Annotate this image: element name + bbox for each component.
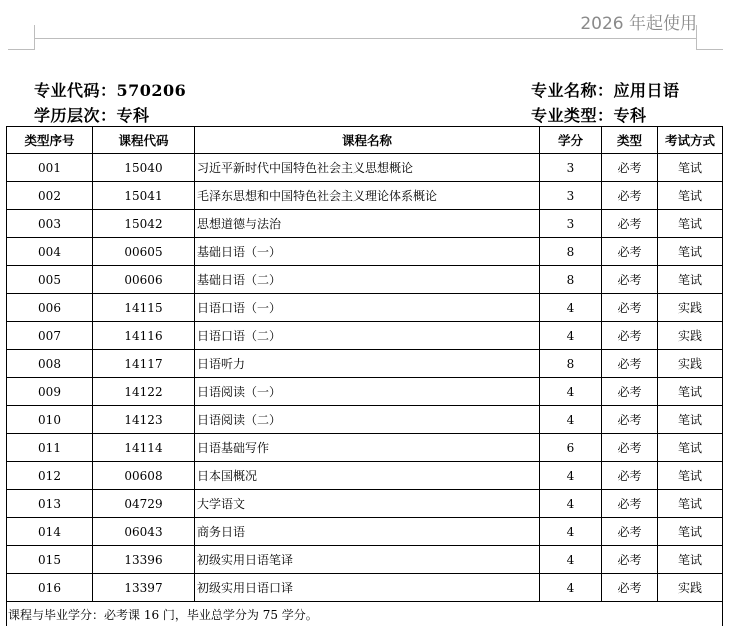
course-code-cell: 13396 (93, 546, 195, 574)
type-seq-cell: 006 (7, 294, 93, 322)
type-seq-cell: 011 (7, 434, 93, 462)
course-code-cell: 14116 (93, 322, 195, 350)
credit-cell: 8 (540, 266, 602, 294)
course-name-cell: 大学语文 (195, 490, 540, 518)
exam-method-cell: 笔试 (658, 462, 723, 490)
major-code-label: 专业代码： (34, 81, 117, 100)
crop-mark-right-vertical (696, 25, 697, 50)
exam-method-cell: 笔试 (658, 490, 723, 518)
major-type (531, 103, 647, 126)
table-row (7, 322, 723, 350)
type-seq-cell: 005 (7, 266, 93, 294)
type-seq-cell: 014 (7, 518, 93, 546)
course-table (6, 126, 723, 626)
type-seq-cell: 008 (7, 350, 93, 378)
type-cell: 必考 (602, 518, 658, 546)
course-name-cell: 日本国概况 (195, 462, 540, 490)
type-cell: 必考 (602, 238, 658, 266)
credit-cell: 8 (540, 238, 602, 266)
credit-cell: 4 (540, 294, 602, 322)
type-cell: 必考 (602, 210, 658, 238)
exam-method-cell: 笔试 (658, 518, 723, 546)
course-name-cell: 日语阅读（一） (195, 378, 540, 406)
course-name-cell: 商务日语 (195, 518, 540, 546)
type-cell: 必考 (602, 434, 658, 462)
major-name-label: 专业名称： (531, 81, 614, 100)
course-code-cell: 14115 (93, 294, 195, 322)
credit-cell: 4 (540, 322, 602, 350)
table-row (7, 490, 723, 518)
type-cell: 必考 (602, 574, 658, 602)
education-level-value: 专科 (116, 106, 150, 125)
type-seq-cell: 009 (7, 378, 93, 406)
exam-method-cell: 笔试 (658, 266, 723, 294)
table-footer-row (7, 602, 723, 627)
education-level-label: 学历层次： (34, 106, 117, 125)
course-name-cell: 初级实用日语口译 (195, 574, 540, 602)
course-code-cell: 14122 (93, 378, 195, 406)
course-code-cell: 15042 (93, 210, 195, 238)
header-note: 2026 年起使用 (580, 14, 697, 34)
type-seq-cell: 002 (7, 182, 93, 210)
table-row (7, 350, 723, 378)
credit-cell: 6 (540, 434, 602, 462)
table-row (7, 378, 723, 406)
col-type-header: 类型 (602, 127, 658, 154)
table-row (7, 462, 723, 490)
credit-cell: 3 (540, 210, 602, 238)
table-row (7, 294, 723, 322)
table-header-row (7, 127, 723, 154)
course-name-cell: 初级实用日语笔译 (195, 546, 540, 574)
type-cell: 必考 (602, 266, 658, 294)
type-cell: 必考 (602, 546, 658, 574)
course-name-cell: 基础日语（二） (195, 266, 540, 294)
type-cell: 必考 (602, 490, 658, 518)
exam-method-cell: 实践 (658, 322, 723, 350)
type-seq-cell: 003 (7, 210, 93, 238)
course-code-cell: 04729 (93, 490, 195, 518)
type-cell: 必考 (602, 462, 658, 490)
crop-mark-left-horizontal (8, 49, 34, 50)
type-cell: 必考 (602, 154, 658, 182)
crop-mark-left-vertical (34, 25, 35, 50)
credit-cell: 4 (540, 462, 602, 490)
exam-method-cell: 笔试 (658, 182, 723, 210)
table-row (7, 546, 723, 574)
course-name-cell: 日语听力 (195, 350, 540, 378)
course-name-cell: 基础日语（一） (195, 238, 540, 266)
credit-cell: 4 (540, 518, 602, 546)
course-code-cell: 15041 (93, 182, 195, 210)
table-row (7, 210, 723, 238)
type-seq-cell: 016 (7, 574, 93, 602)
course-name-cell: 习近平新时代中国特色社会主义思想概论 (195, 154, 540, 182)
type-cell: 必考 (602, 378, 658, 406)
table-row (7, 266, 723, 294)
type-cell: 必考 (602, 322, 658, 350)
col-exam-method-header: 考试方式 (658, 127, 723, 154)
course-code-cell: 14114 (93, 434, 195, 462)
major-code (34, 78, 186, 101)
table-row (7, 238, 723, 266)
exam-method-cell: 笔试 (658, 406, 723, 434)
col-course-name-header: 课程名称 (195, 127, 540, 154)
course-code-cell: 06043 (93, 518, 195, 546)
course-code-cell: 00608 (93, 462, 195, 490)
type-cell: 必考 (602, 294, 658, 322)
crop-mark-right-horizontal (697, 49, 723, 50)
exam-method-cell: 实践 (658, 350, 723, 378)
type-seq-cell: 007 (7, 322, 93, 350)
table-row (7, 154, 723, 182)
course-name-cell: 毛泽东思想和中国特色社会主义理论体系概论 (195, 182, 540, 210)
table-row (7, 574, 723, 602)
exam-method-cell: 笔试 (658, 238, 723, 266)
course-code-cell: 14123 (93, 406, 195, 434)
header-rule (34, 38, 697, 39)
course-name-cell: 日语口语（一） (195, 294, 540, 322)
course-code-cell: 00606 (93, 266, 195, 294)
major-name-value: 应用日语 (613, 81, 680, 100)
table-row (7, 434, 723, 462)
col-credit-header: 学分 (540, 127, 602, 154)
table-row (7, 182, 723, 210)
exam-method-cell: 笔试 (658, 378, 723, 406)
course-name-cell: 日语阅读（二） (195, 406, 540, 434)
type-cell: 必考 (602, 350, 658, 378)
course-code-cell: 15040 (93, 154, 195, 182)
major-name (531, 78, 680, 101)
exam-method-cell: 实践 (658, 294, 723, 322)
type-seq-cell: 001 (7, 154, 93, 182)
course-name-cell: 日语口语（二） (195, 322, 540, 350)
credit-cell: 4 (540, 490, 602, 518)
major-code-value: 570206 (116, 81, 187, 100)
credit-cell: 8 (540, 350, 602, 378)
course-name-cell: 日语基础写作 (195, 434, 540, 462)
credit-cell: 3 (540, 182, 602, 210)
exam-method-cell: 笔试 (658, 434, 723, 462)
credit-cell: 4 (540, 546, 602, 574)
table-row (7, 406, 723, 434)
credit-cell: 4 (540, 378, 602, 406)
type-seq-cell: 004 (7, 238, 93, 266)
type-seq-cell: 010 (7, 406, 93, 434)
col-type-seq-header: 类型序号 (7, 127, 93, 154)
credit-summary: 课程与毕业学分：必考课 16 门，毕业总学分为 75 学分。 (7, 602, 723, 627)
major-type-value: 专科 (613, 106, 647, 125)
credit-cell: 4 (540, 574, 602, 602)
type-seq-cell: 015 (7, 546, 93, 574)
exam-method-cell: 笔试 (658, 546, 723, 574)
credit-cell: 4 (540, 406, 602, 434)
type-seq-cell: 012 (7, 462, 93, 490)
exam-method-cell: 笔试 (658, 154, 723, 182)
exam-method-cell: 笔试 (658, 210, 723, 238)
course-code-cell: 00605 (93, 238, 195, 266)
course-name-cell: 思想道德与法治 (195, 210, 540, 238)
course-code-cell: 14117 (93, 350, 195, 378)
type-seq-cell: 013 (7, 490, 93, 518)
exam-method-cell: 实践 (658, 574, 723, 602)
credit-cell: 3 (540, 154, 602, 182)
major-type-label: 专业类型： (531, 106, 614, 125)
table-row (7, 518, 723, 546)
education-level (34, 103, 150, 126)
course-code-cell: 13397 (93, 574, 195, 602)
type-cell: 必考 (602, 406, 658, 434)
type-cell: 必考 (602, 182, 658, 210)
col-course-code-header: 课程代码 (93, 127, 195, 154)
